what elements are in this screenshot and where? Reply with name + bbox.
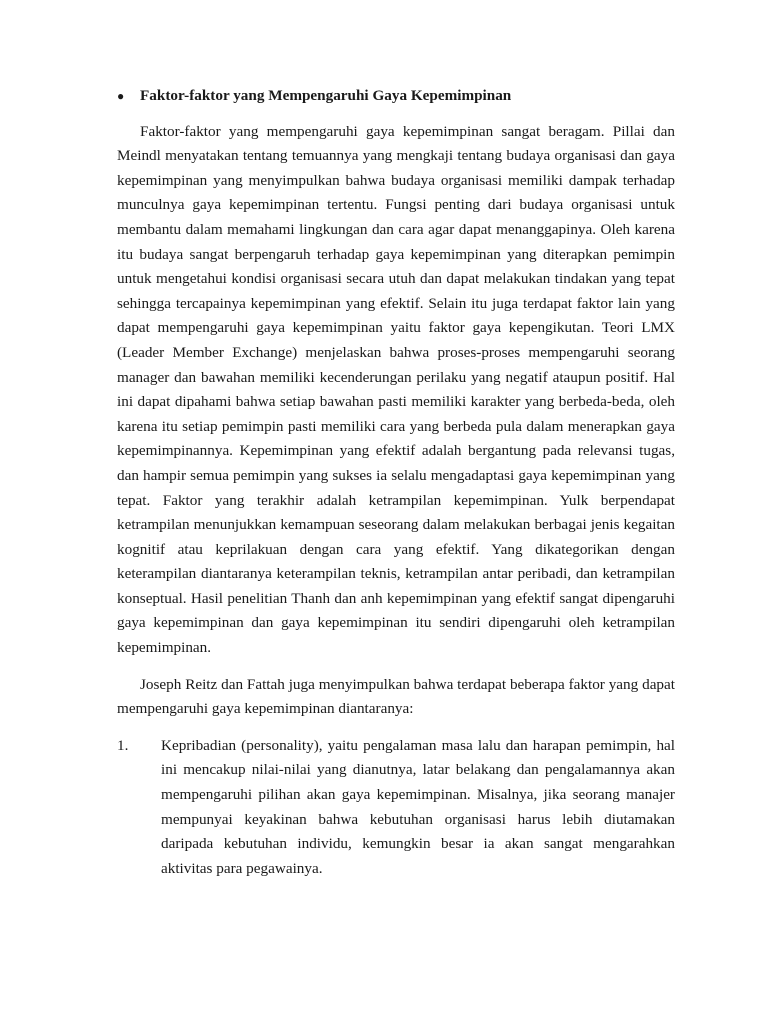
bullet-icon: ● <box>117 89 125 103</box>
list-item-text: Kepribadian (personality), yaitu pengalaman masa lalu dan harapan pemimpin, hal ini mencakup nilai-nilai yang dianutnya, latar belakang dan pengalamannya akan mempengaruhi pilihan akan gaya kepemimpinan. Misalnya, jika seorang manajer mempunyai keyakinan bahwa kebutuhan organisasi harus lebih diutamakan daripada kebutuhan individu, kemungkin besar ia akan sangat mengarahkan aktivitas para pegawainya. <box>161 736 675 877</box>
list-item <box>117 734 675 882</box>
section-heading <box>117 84 675 109</box>
body-paragraph-1: Faktor-faktor yang mempengaruhi gaya kepemimpinan sangat beragam. Pillai dan Meindl menyatakan tentang temuannya yang mengkaji tentang budaya organisasi dan gaya kepemimpinan yang menyimpulkan bahwa budaya organisasi memiliki dampak terhadap munculnya gaya kepemimpinan tertentu. Fungsi penting dari budaya organisasi untuk membantu dalam memahami lingkungan dan cara agar dapat menanggapinya. Oleh karena itu budaya sangat berpengaruh terhadap gaya kepemimpinan yang diterapkan pemimpin untuk mengetahui kondisi organisasi secara utuh dan dapat melakukan tindakan yang tepat sehingga tercapainya kepemimpinan yang efektif. Selain itu juga terdapat faktor lain yang dapat mempengaruhi gaya kepemimpinan yaitu faktor gaya kepengikutan. Teori LMX (Leader Member Exchange) menjelaskan bahwa proses-proses mempengaruhi seorang manager dan bawahan memiliki kecenderungan perilaku yang negatif ataupun positif. Hal ini dapat dipahami bahwa setiap bawahan pasti memiliki karakter yang berbeda-beda, oleh karena itu setiap pemimpin pasti memiliki cara yang berbeda pula dalam menerapkan gaya kepemimpinannya. Kepemimpinan yang efektif adalah bergantung pada relevansi tugas, dan hampir semua pemimpin yang sukses ia selalu mengadaptasi gaya kepemimpinan yang tepat. Faktor yang terakhir adalah ketrampilan kepemimpinan. Yulk berpendapat ketrampilan menunjukkan kemampuan seseorang dalam melakukan berbagai jenis kegaitan kognitif atau keprilakuan dengan cara yang efektif. Yang dikategorikan dengan keterampilan diantaranya keterampilan teknis, ketrampilan antar peribadi, dan ketrampilan konseptual. Hasil penelitian Thanh dan anh kepemimpinan yang efektif sangat dipengaruhi gaya kepemimpinan dan gaya kepemimpinan itu sendiri dipengaruhi oleh ketrampilan kepemimpinan. <box>117 122 675 657</box>
section-heading-text: Faktor-faktor yang Mempengaruhi Gaya Kepemimpinan <box>140 87 512 104</box>
list-item-number: 1. <box>117 736 129 754</box>
factor-list <box>117 734 675 882</box>
document-page <box>117 84 675 881</box>
body-paragraph-2: Joseph Reitz dan Fattah juga menyimpulkan bahwa terdapat beberapa faktor yang dapat mempengaruhi gaya kepemimpinan diantaranya: <box>117 675 675 718</box>
